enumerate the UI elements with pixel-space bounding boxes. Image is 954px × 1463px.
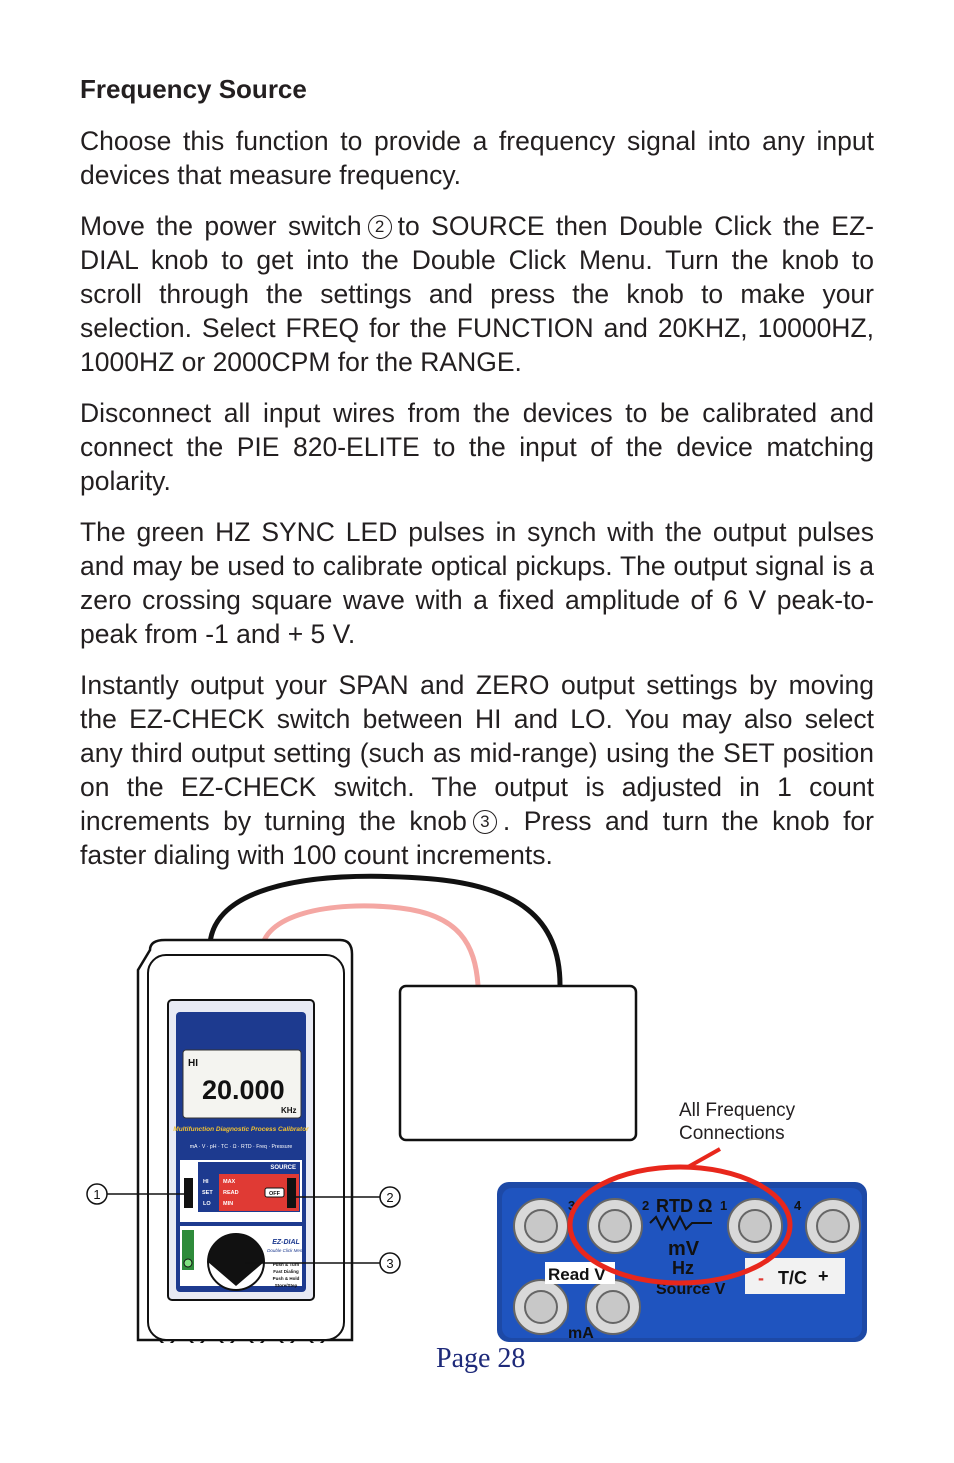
device-under-test <box>400 986 636 1140</box>
svg-text:EZ-DIAL: EZ-DIAL <box>272 1239 300 1246</box>
svg-text:mA: mA <box>568 1325 594 1342</box>
svg-text:Read V: Read V <box>548 1265 606 1284</box>
svg-text:3: 3 <box>568 1198 576 1213</box>
paragraph-hz-sync: The green HZ SYNC LED pulses in synch with the output pulses and may be used to calibrate optical pickups. The output signal is a zero crossing square wave with a fixed amplitude of 6 V peak-to-peak from -1 and + 5 V. <box>80 517 874 649</box>
svg-text:3: 3 <box>386 1256 394 1271</box>
power-switch <box>184 1178 193 1208</box>
svg-text:Fast Dialing: Fast Dialing <box>273 1269 299 1274</box>
connection-diagram <box>0 870 954 1343</box>
svg-text:READ: READ <box>278 1214 296 1220</box>
paragraph-ez-check: Instantly output your SPAN and ZERO output settings by moving the EZ-CHECK switch between HI and LO. You may also select any third output setting (such as mid-range) using the SET position on the EZ-CHECK switch. The output is adjusted in 1 count increments by turning the knob 3 . Press and turn the knob for faster dialing with 100 count increments. <box>80 670 874 870</box>
ref-callout-2: 2 <box>368 215 392 239</box>
paragraph-disconnect: Disconnect all input wires from the devices to be calibrated and connect the PIE 820-ELITE to the input of the device matching polarity. <box>80 398 874 496</box>
lcd-value: 20.000 <box>202 1075 285 1105</box>
svg-text:1: 1 <box>720 1198 728 1213</box>
svg-text:Push & Hold: Push & Hold <box>272 1276 300 1281</box>
lcd-unit: KHz <box>281 1106 297 1115</box>
svg-text:+: + <box>818 1266 829 1286</box>
svg-text:READ: READ <box>223 1190 239 1196</box>
lcd-mode: HI <box>188 1058 198 1069</box>
svg-text:RTD Ω: RTD Ω <box>656 1196 713 1216</box>
section-heading: Frequency Source <box>80 74 307 104</box>
source-label: SOURCE <box>270 1165 296 1171</box>
svg-text:Double Click Menu: Double Click Menu <box>267 1248 305 1253</box>
svg-text:EZ-CHECK™: EZ-CHECK™ <box>186 1218 220 1224</box>
device-title: Multifunction Diagnostic Process Calibrator <box>173 1126 309 1133</box>
ez-check-switch <box>287 1178 296 1208</box>
svg-text:4: 4 <box>794 1198 802 1213</box>
paragraph-intro: Choose this function to provide a frequency signal into any input devices that measure frequency. <box>80 126 874 190</box>
svg-text:Push & Turn: Push & Turn <box>272 1262 300 1267</box>
page-number: Page 28 <box>436 1343 526 1374</box>
hz-sync-led <box>184 1259 192 1267</box>
calibrator-device <box>138 940 352 1343</box>
svg-text:2: 2 <box>386 1190 394 1205</box>
paragraph-power-switch: Move the power switch 2 to SOURCE then Double Click the EZ-DIAL knob to get into the Double Click Menu. Turn the knob to scroll through the settings and press the knob to make your selection. Select FREQ for the FUNCTION and 20KHZ, 10000HZ, 1000HZ or 2000CPM for the RANGE. <box>80 211 874 377</box>
svg-text:MAX: MAX <box>223 1179 236 1185</box>
svg-text:Hz: Hz <box>672 1258 694 1278</box>
svg-text:LO: LO <box>203 1201 211 1207</box>
frequency-connections-label: All Frequency Connections <box>679 1100 796 1144</box>
svg-text:Store/Step: Store/Step <box>274 1283 298 1288</box>
svg-text:T/C: T/C <box>778 1268 807 1288</box>
svg-text:OFF: OFF <box>269 1191 280 1197</box>
svg-text:2: 2 <box>642 1198 650 1213</box>
device-functions: mA · V · pH · TC · Ω · RTD · Freq · Pressure <box>189 1144 293 1150</box>
svg-text:MIN: MIN <box>223 1201 234 1207</box>
highlight-pointer <box>688 1149 720 1167</box>
svg-text:1: 1 <box>93 1187 101 1202</box>
svg-text:SET: SET <box>202 1190 213 1196</box>
ref-callout-3: 3 <box>473 810 497 834</box>
terminal-panel <box>497 1182 867 1342</box>
svg-text:-: - <box>758 1268 764 1288</box>
svg-text:HI: HI <box>203 1179 209 1185</box>
svg-text:Source V: Source V <box>656 1281 726 1298</box>
svg-text:mV: mV <box>668 1238 700 1260</box>
